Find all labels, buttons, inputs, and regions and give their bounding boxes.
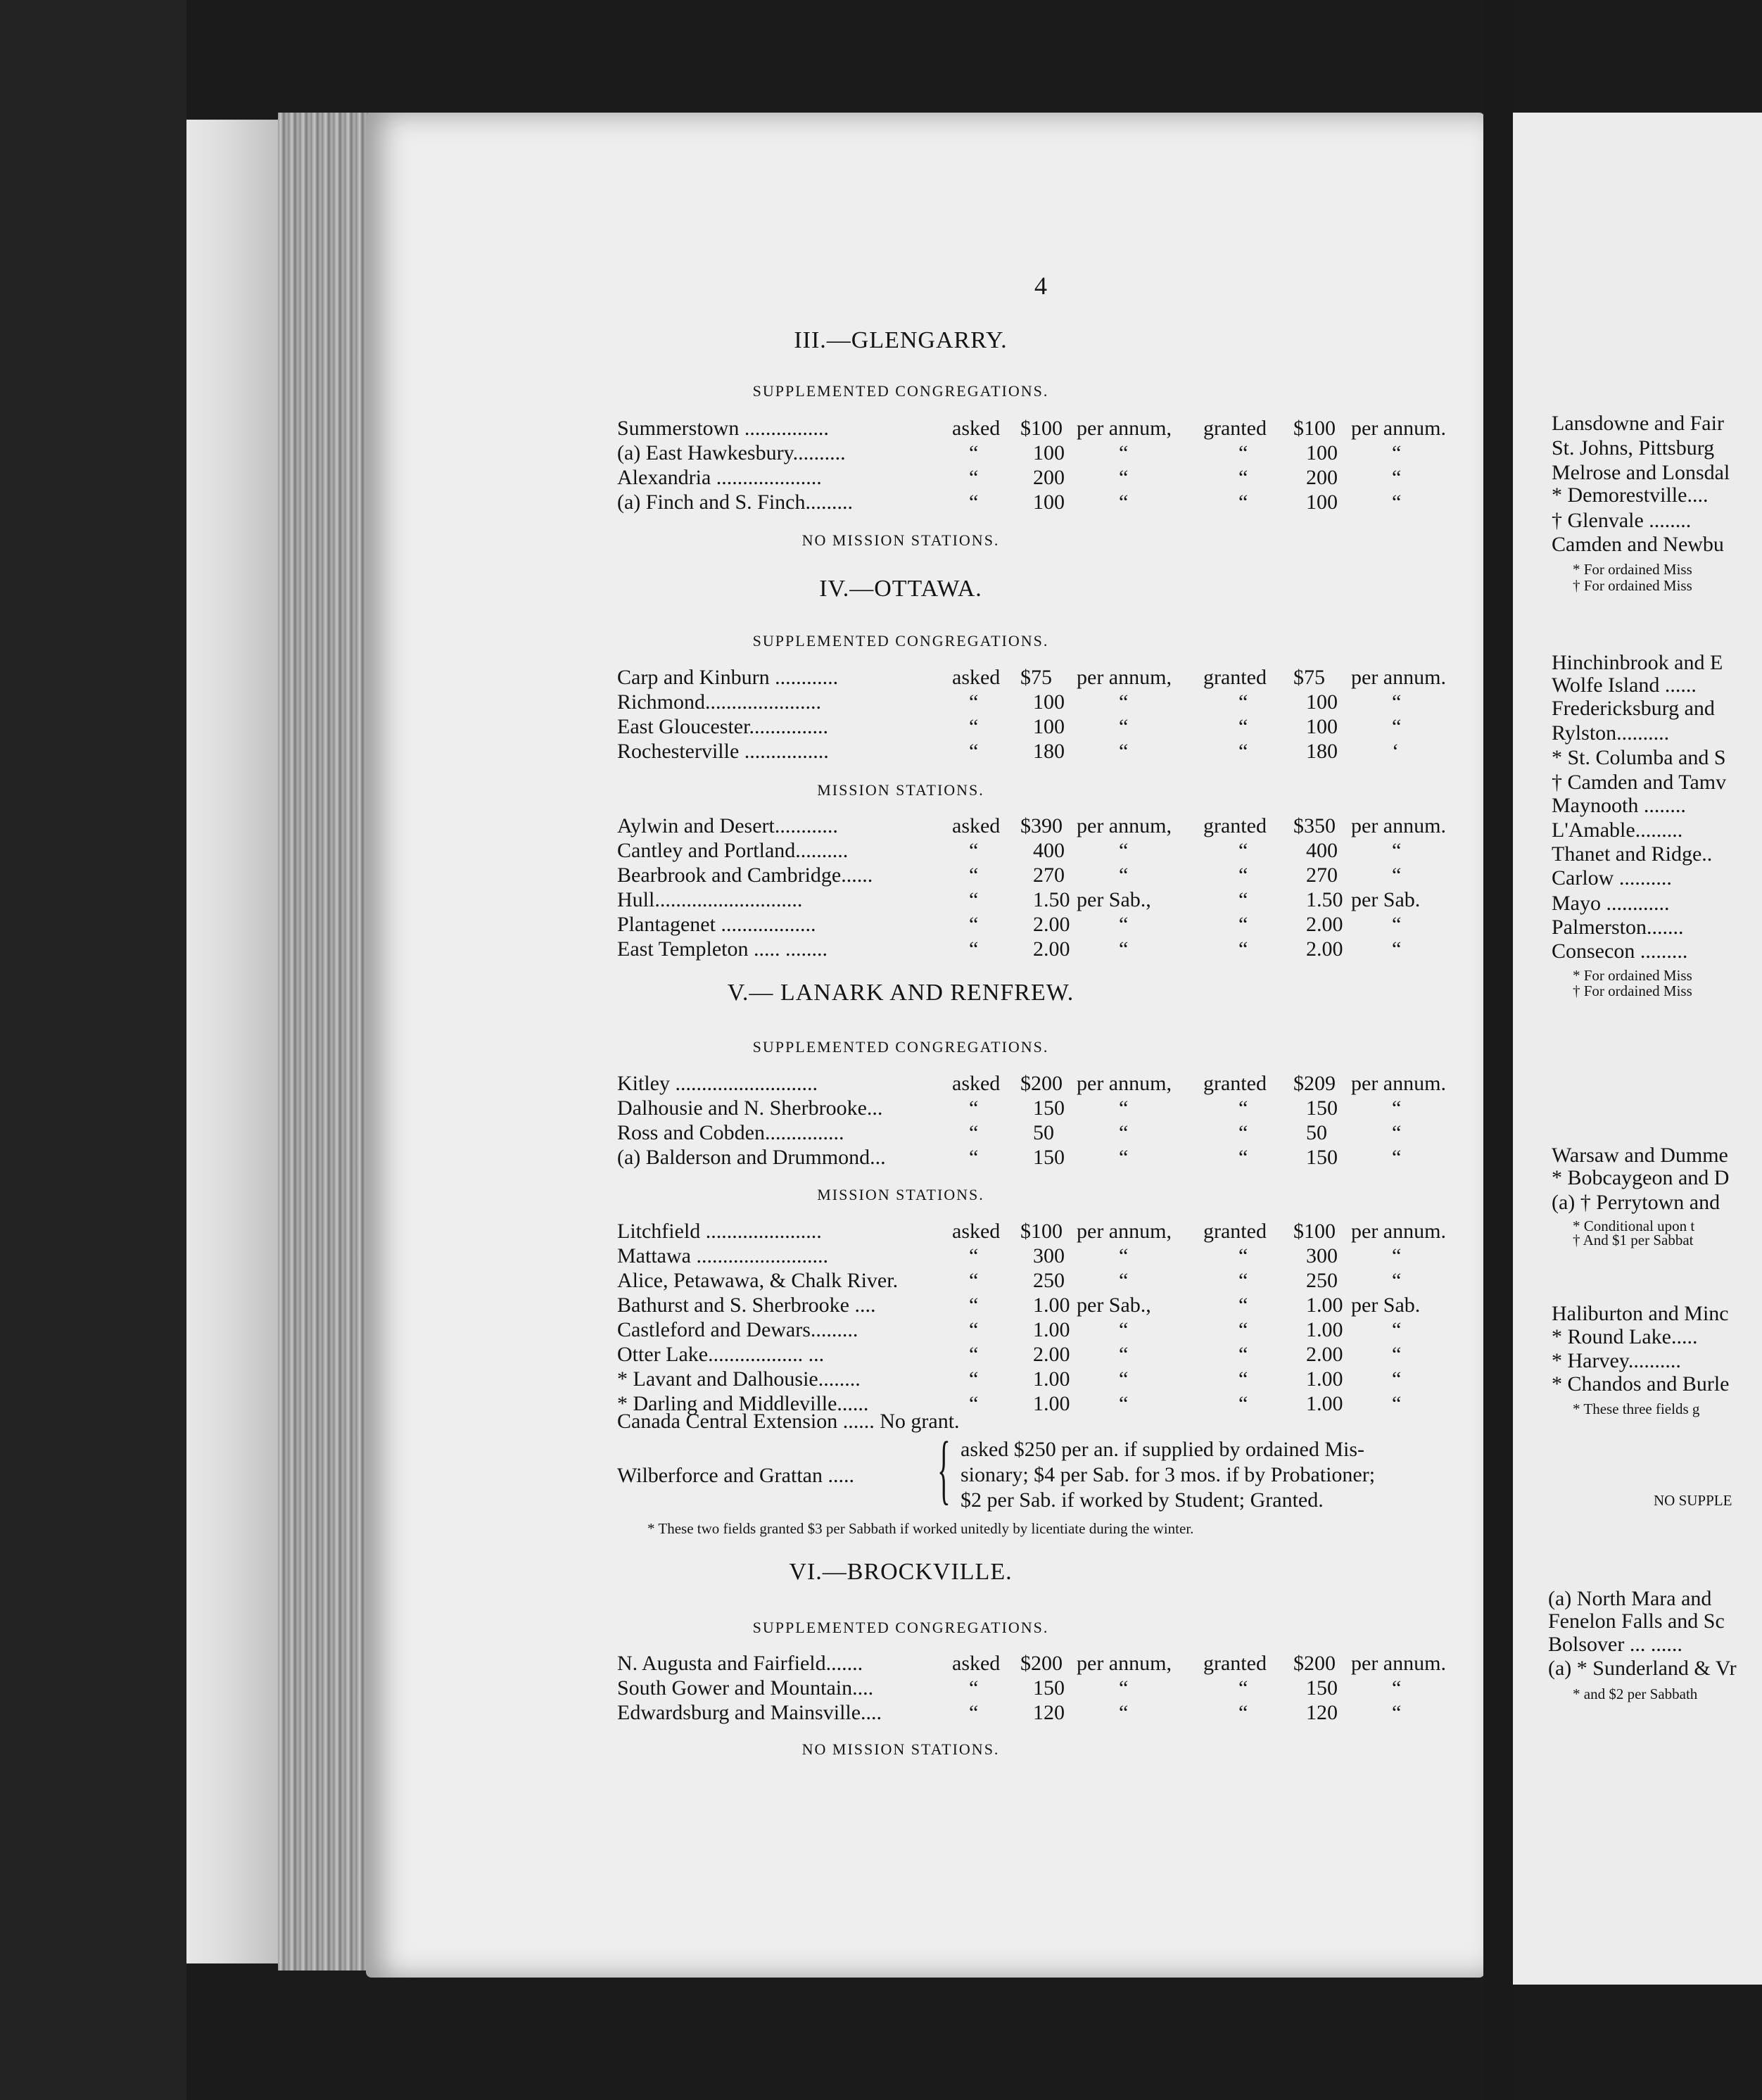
facing-page-line: Wolfe Island ...... [1552, 673, 1697, 697]
asked-unit: “ [1119, 1701, 1129, 1724]
facing-page-line: St. Johns, Pittsburg [1552, 436, 1715, 460]
granted-unit: “ [1392, 1392, 1402, 1415]
row-name: * Darling and Middleville...... [617, 1392, 869, 1415]
granted-amount: 180 [1306, 740, 1338, 763]
asked-unit: “ [1119, 466, 1129, 489]
granted-unit: per annum. [1351, 814, 1446, 837]
row-name: Alexandria .................... [617, 466, 822, 489]
asked-amount: 150 [1033, 1676, 1065, 1700]
granted-label: “ [1238, 1269, 1248, 1292]
asked-unit: “ [1119, 1096, 1129, 1120]
granted-amount: 100 [1306, 690, 1338, 714]
asked-label: asked [952, 1220, 1001, 1243]
row-name: Hull............................ [617, 888, 803, 911]
asked-unit: per annum, [1077, 417, 1172, 440]
asked-unit: “ [1119, 937, 1129, 961]
page-number: 4 [1034, 272, 1047, 300]
facing-page-line: (a) * Sunderland & Vr [1548, 1657, 1737, 1680]
asked-label: “ [969, 1293, 979, 1317]
granted-unit: “ [1392, 1244, 1402, 1267]
granted-unit: “ [1392, 1318, 1402, 1341]
row-name: Castleford and Dewars......... [617, 1318, 858, 1341]
granted-amount: 1.00 [1306, 1367, 1343, 1391]
asked-unit: per Sab., [1077, 1293, 1151, 1317]
row-name: (a) Balderson and Drummond... [617, 1146, 886, 1169]
granted-amount: 1.50 [1306, 888, 1343, 911]
asked-unit: “ [1119, 864, 1129, 887]
granted-unit: “ [1392, 913, 1402, 936]
granted-label: “ [1238, 1244, 1248, 1267]
wilberforce-line: asked $250 per an. if supplied by ordained Mis- [961, 1438, 1365, 1461]
asked-label: “ [969, 466, 979, 489]
asked-label: “ [969, 1343, 979, 1366]
facing-page-line: (a) † Perrytown and [1552, 1191, 1720, 1214]
granted-amount: 100 [1306, 441, 1338, 464]
facing-page-line: * Conditional upon t [1573, 1217, 1695, 1234]
granted-label: “ [1238, 1343, 1248, 1366]
row-name: Ross and Cobden............... [617, 1121, 844, 1144]
granted-label: “ [1238, 864, 1248, 887]
row-name: East Gloucester............... [617, 715, 828, 738]
asked-amount: 120 [1033, 1701, 1065, 1724]
asked-label: “ [969, 864, 979, 887]
asked-unit: “ [1119, 1146, 1129, 1169]
facing-page-line: Bolsover ... ...... [1548, 1633, 1682, 1656]
granted-unit: “ [1392, 441, 1402, 464]
granted-amount: 200 [1306, 466, 1338, 489]
asked-label: “ [969, 1269, 979, 1292]
granted-unit: “ [1392, 937, 1402, 961]
asked-unit: per annum, [1077, 666, 1172, 689]
row-name: Richmond...................... [617, 690, 821, 714]
asked-unit: per annum, [1077, 814, 1172, 837]
asked-amount: 1.00 [1033, 1293, 1070, 1317]
row-name: Aylwin and Desert............ [617, 814, 838, 837]
facing-page-line: † For ordained Miss [1573, 982, 1692, 999]
granted-label: “ [1238, 888, 1248, 911]
asked-amount: 1.00 [1033, 1367, 1070, 1391]
row-name: Kitley ........................... [617, 1072, 818, 1095]
facing-page-line: Lansdowne and Fair [1552, 412, 1724, 435]
granted-label: “ [1238, 937, 1248, 961]
row-name: Bathurst and S. Sherbrooke .... [617, 1293, 876, 1317]
granted-amount: 150 [1306, 1146, 1338, 1169]
section-title-ottawa: IV.—OTTAWA. [819, 576, 982, 602]
granted-unit: “ [1392, 1096, 1402, 1120]
granted-label: granted [1203, 417, 1267, 440]
asked-label: “ [969, 1392, 979, 1415]
asked-unit: “ [1119, 491, 1129, 514]
row-name: Rochesterville ................ [617, 740, 829, 763]
row-name: N. Augusta and Fairfield....... [617, 1652, 863, 1675]
granted-amount: $209 [1293, 1072, 1336, 1095]
asked-label: “ [969, 1244, 979, 1267]
granted-unit: “ [1392, 1121, 1402, 1144]
granted-amount: 400 [1306, 839, 1338, 862]
facing-page-line: Consecon ......... [1552, 940, 1688, 963]
granted-amount: 1.00 [1306, 1293, 1343, 1317]
row-name: South Gower and Mountain.... [617, 1676, 874, 1700]
granted-unit: “ [1392, 1146, 1402, 1169]
facing-page-line: Melrose and Lonsdal [1552, 461, 1730, 484]
facing-page-line: * Chandos and Burle [1552, 1372, 1730, 1396]
asked-amount: 100 [1033, 491, 1065, 514]
asked-amount: 1.00 [1033, 1318, 1070, 1341]
asked-label: “ [969, 690, 979, 714]
granted-label: “ [1238, 491, 1248, 514]
granted-unit: per annum. [1351, 1652, 1446, 1675]
granted-label: “ [1238, 839, 1248, 862]
granted-label: “ [1238, 1121, 1248, 1144]
asked-label: “ [969, 1676, 979, 1700]
subsection-heading: SUPPLEMENTED CONGREGATIONS. [752, 1038, 1049, 1056]
facing-page-line: * Harvey.......... [1552, 1349, 1681, 1372]
row-name: * Lavant and Dalhousie........ [617, 1367, 861, 1391]
footnote: * These two fields granted $3 per Sabbath if worked unitedly by licentiate during the winter. [647, 1520, 1194, 1537]
row-name: East Templeton ..... ........ [617, 937, 828, 961]
row-name: Carp and Kinburn ............ [617, 666, 839, 689]
granted-label: “ [1238, 740, 1248, 763]
granted-unit: per annum. [1351, 666, 1446, 689]
granted-label: “ [1238, 1096, 1248, 1120]
granted-label: “ [1238, 690, 1248, 714]
granted-label: granted [1203, 666, 1267, 689]
granted-label: “ [1238, 1318, 1248, 1341]
granted-unit: “ [1392, 839, 1402, 862]
asked-label: “ [969, 1318, 979, 1341]
asked-unit: “ [1119, 1343, 1129, 1366]
asked-amount: 300 [1033, 1244, 1065, 1267]
subsection-heading: SUPPLEMENTED CONGREGATIONS. [752, 382, 1049, 400]
facing-page-line: (a) North Mara and [1548, 1587, 1712, 1610]
granted-amount: 2.00 [1306, 1343, 1343, 1366]
asked-unit: “ [1119, 1318, 1129, 1341]
granted-amount: $350 [1293, 814, 1336, 837]
asked-amount: 100 [1033, 715, 1065, 738]
asked-unit: per annum, [1077, 1220, 1172, 1243]
granted-amount: $75 [1293, 666, 1325, 689]
asked-amount: $200 [1020, 1072, 1063, 1095]
granted-label: “ [1238, 1293, 1248, 1317]
asked-amount: $200 [1020, 1652, 1063, 1675]
row-name: Mattawa ......................... [617, 1244, 828, 1267]
facing-page-line: * Round Lake..... [1552, 1325, 1698, 1348]
facing-page-line: † Glenvale ........ [1552, 509, 1692, 532]
asked-label: asked [952, 1072, 1001, 1095]
facing-page-line: Hinchinbrook and E [1552, 651, 1723, 674]
subsection-heading: MISSION STATIONS. [817, 1186, 984, 1203]
granted-label: “ [1238, 1676, 1248, 1700]
facing-page-line: † Camden and Tamv [1552, 771, 1727, 794]
row-name: Cantley and Portland.......... [617, 839, 849, 862]
granted-label: “ [1238, 1146, 1248, 1169]
asked-amount: 1.50 [1033, 888, 1070, 911]
granted-label: granted [1203, 1072, 1267, 1095]
section-title-brockville: VI.—BROCKVILLE. [789, 1559, 1013, 1585]
granted-amount: 120 [1306, 1701, 1338, 1724]
asked-label: “ [969, 715, 979, 738]
granted-unit: per Sab. [1351, 888, 1421, 911]
asked-label: “ [969, 1367, 979, 1391]
granted-label: “ [1238, 1701, 1248, 1724]
row-name: (a) East Hawkesbury.......... [617, 441, 846, 464]
asked-label: asked [952, 814, 1001, 837]
row-name: Alice, Petawawa, & Chalk River. [617, 1269, 899, 1292]
facing-page-line: Camden and Newbu [1552, 533, 1724, 556]
asked-amount: $100 [1020, 417, 1063, 440]
granted-amount: 2.00 [1306, 937, 1343, 961]
facing-page-line: * Bobcaygeon and D [1552, 1166, 1730, 1189]
granted-amount: 1.00 [1306, 1318, 1343, 1341]
granted-unit: per annum. [1351, 417, 1446, 440]
facing-page-line: Fredericksburg and [1552, 697, 1715, 720]
asked-unit: “ [1119, 913, 1129, 936]
row-name: Dalhousie and N. Sherbrooke... [617, 1096, 883, 1120]
left-page [366, 113, 1485, 1978]
granted-label: granted [1203, 1652, 1267, 1675]
asked-label: “ [969, 1096, 979, 1120]
row-name: Summerstown ................ [617, 417, 829, 440]
closing-note: NO MISSION STATIONS. [801, 531, 1000, 549]
row-name: (a) Finch and S. Finch......... [617, 491, 853, 514]
granted-amount: $200 [1293, 1652, 1336, 1675]
row-name: Litchfield ...................... [617, 1220, 822, 1243]
facing-page-line: Fenelon Falls and Sc [1548, 1609, 1725, 1633]
asked-unit: “ [1119, 1121, 1129, 1144]
asked-unit: “ [1119, 441, 1129, 464]
asked-unit: “ [1119, 715, 1129, 738]
granted-amount: 100 [1306, 491, 1338, 514]
asked-amount: 250 [1033, 1269, 1065, 1292]
asked-amount: 150 [1033, 1096, 1065, 1120]
facing-page-line: * For ordained Miss [1573, 561, 1692, 578]
section-title-glengarry: III.—GLENGARRY. [794, 327, 1008, 353]
facing-page [1513, 113, 1762, 1985]
asked-label: “ [969, 491, 979, 514]
asked-amount: 2.00 [1033, 937, 1070, 961]
facing-page-line: * Demorestville.... [1552, 483, 1709, 507]
facing-page-line: Thanet and Ridge.. [1552, 842, 1713, 866]
asked-unit: “ [1119, 1244, 1129, 1267]
granted-unit: “ [1392, 491, 1402, 514]
wilberforce-line: sionary; $4 per Sab. for 3 mos. if by Probationer; [961, 1463, 1376, 1486]
granted-unit: per Sab. [1351, 1293, 1421, 1317]
asked-amount: $100 [1020, 1220, 1063, 1243]
asked-amount: 200 [1033, 466, 1065, 489]
facing-page-line: Haliburton and Minc [1552, 1302, 1729, 1325]
granted-unit: ‘ [1392, 740, 1399, 763]
granted-unit: “ [1392, 690, 1402, 714]
asked-unit: per annum, [1077, 1652, 1172, 1675]
asked-amount: 2.00 [1033, 913, 1070, 936]
section-title-lanark: V.— LANARK AND RENFREW. [727, 980, 1075, 1006]
granted-label: “ [1238, 913, 1248, 936]
granted-amount: 1.00 [1306, 1392, 1343, 1415]
asked-unit: “ [1119, 1367, 1129, 1391]
asked-label: “ [969, 937, 979, 961]
asked-unit: “ [1119, 1392, 1129, 1415]
row-name: Plantagenet .................. [617, 913, 816, 936]
granted-label: “ [1238, 1392, 1248, 1415]
asked-amount: 400 [1033, 839, 1065, 862]
facing-page-line: Mayo ............ [1552, 892, 1670, 915]
asked-label: asked [952, 666, 1001, 689]
granted-unit: “ [1392, 466, 1402, 489]
subsection-heading: SUPPLEMENTED CONGREGATIONS. [752, 632, 1049, 650]
asked-unit: “ [1119, 839, 1129, 862]
facing-page-line: L'Amable......... [1552, 818, 1683, 842]
wilberforce-name: Wilberforce and Grattan ..... [617, 1464, 854, 1487]
granted-amount: 270 [1306, 864, 1338, 887]
asked-label: “ [969, 888, 979, 911]
asked-amount: 100 [1033, 441, 1065, 464]
granted-amount: $100 [1293, 1220, 1336, 1243]
granted-unit: “ [1392, 1269, 1402, 1292]
granted-unit: “ [1392, 1676, 1402, 1700]
granted-amount: 150 [1306, 1676, 1338, 1700]
granted-unit: “ [1392, 1367, 1402, 1391]
asked-label: “ [969, 913, 979, 936]
asked-amount: 180 [1033, 740, 1065, 763]
granted-unit: “ [1392, 864, 1402, 887]
row-name: Edwardsburg and Mainsville.... [617, 1701, 882, 1724]
facing-page-line: Rylston.......... [1552, 721, 1670, 745]
asked-label: “ [969, 441, 979, 464]
granted-label: “ [1238, 715, 1248, 738]
facing-page-line: * and $2 per Sabbath [1573, 1685, 1698, 1702]
asked-amount: 100 [1033, 690, 1065, 714]
facing-page-line: * These three fields g [1573, 1400, 1700, 1417]
row-name: Otter Lake.................. ... [617, 1343, 825, 1366]
asked-unit: “ [1119, 1269, 1129, 1292]
granted-label: “ [1238, 1367, 1248, 1391]
facing-page-line: * For ordained Miss [1573, 967, 1692, 984]
granted-label: “ [1238, 466, 1248, 489]
granted-amount: 150 [1306, 1096, 1338, 1120]
asked-unit: “ [1119, 740, 1129, 763]
granted-amount: 100 [1306, 715, 1338, 738]
granted-amount: 250 [1306, 1269, 1338, 1292]
granted-unit: “ [1392, 1343, 1402, 1366]
granted-unit: “ [1392, 715, 1402, 738]
asked-label: “ [969, 1121, 979, 1144]
subsection-heading: MISSION STATIONS. [817, 781, 984, 799]
facing-page-line: † And $1 per Sabbat [1573, 1232, 1694, 1248]
facing-page-line: Maynooth ........ [1552, 794, 1686, 817]
asked-label: “ [969, 839, 979, 862]
asked-amount: 1.00 [1033, 1392, 1070, 1415]
asked-label: “ [969, 740, 979, 763]
granted-unit: per annum. [1351, 1220, 1446, 1243]
granted-amount: $100 [1293, 417, 1336, 440]
granted-label: granted [1203, 1220, 1267, 1243]
granted-unit: per annum. [1351, 1072, 1446, 1095]
facing-page-line: Palmerston....... [1552, 916, 1684, 939]
asked-label: asked [952, 417, 1001, 440]
subsection-heading: SUPPLEMENTED CONGREGATIONS. [752, 1619, 1049, 1636]
asked-amount: 150 [1033, 1146, 1065, 1169]
granted-amount: 300 [1306, 1244, 1338, 1267]
granted-unit: “ [1392, 1701, 1402, 1724]
asked-label: asked [952, 1652, 1001, 1675]
asked-unit: per annum, [1077, 1072, 1172, 1095]
asked-unit: per Sab., [1077, 888, 1151, 911]
asked-label: “ [969, 1146, 979, 1169]
facing-page-line: * St. Columba and S [1552, 746, 1726, 769]
asked-unit: “ [1119, 690, 1129, 714]
row-name: Bearbrook and Cambridge...... [617, 864, 873, 887]
closing-note: NO MISSION STATIONS. [801, 1740, 1000, 1758]
asked-amount: 2.00 [1033, 1343, 1070, 1366]
granted-amount: 2.00 [1306, 913, 1343, 936]
asked-unit: “ [1119, 1676, 1129, 1700]
granted-label: granted [1203, 814, 1267, 837]
asked-amount: $75 [1020, 666, 1052, 689]
asked-label: “ [969, 1701, 979, 1724]
facing-page-line: NO SUPPLE [1654, 1492, 1732, 1509]
facing-page-line: † For ordained Miss [1573, 577, 1692, 594]
wilberforce-line: $2 per Sab. if worked by Student; Granted. [961, 1488, 1324, 1512]
granted-label: “ [1238, 441, 1248, 464]
canada-central-row: Canada Central Extension ...... No grant. [617, 1410, 960, 1433]
asked-amount: 270 [1033, 864, 1065, 887]
facing-page-line: Carlow .......... [1552, 866, 1672, 890]
asked-amount: $390 [1020, 814, 1063, 837]
brace-icon: { [937, 1426, 951, 1512]
granted-amount: 50 [1306, 1121, 1327, 1144]
facing-page-line: Warsaw and Dumme [1552, 1144, 1728, 1167]
asked-amount: 50 [1033, 1121, 1054, 1144]
